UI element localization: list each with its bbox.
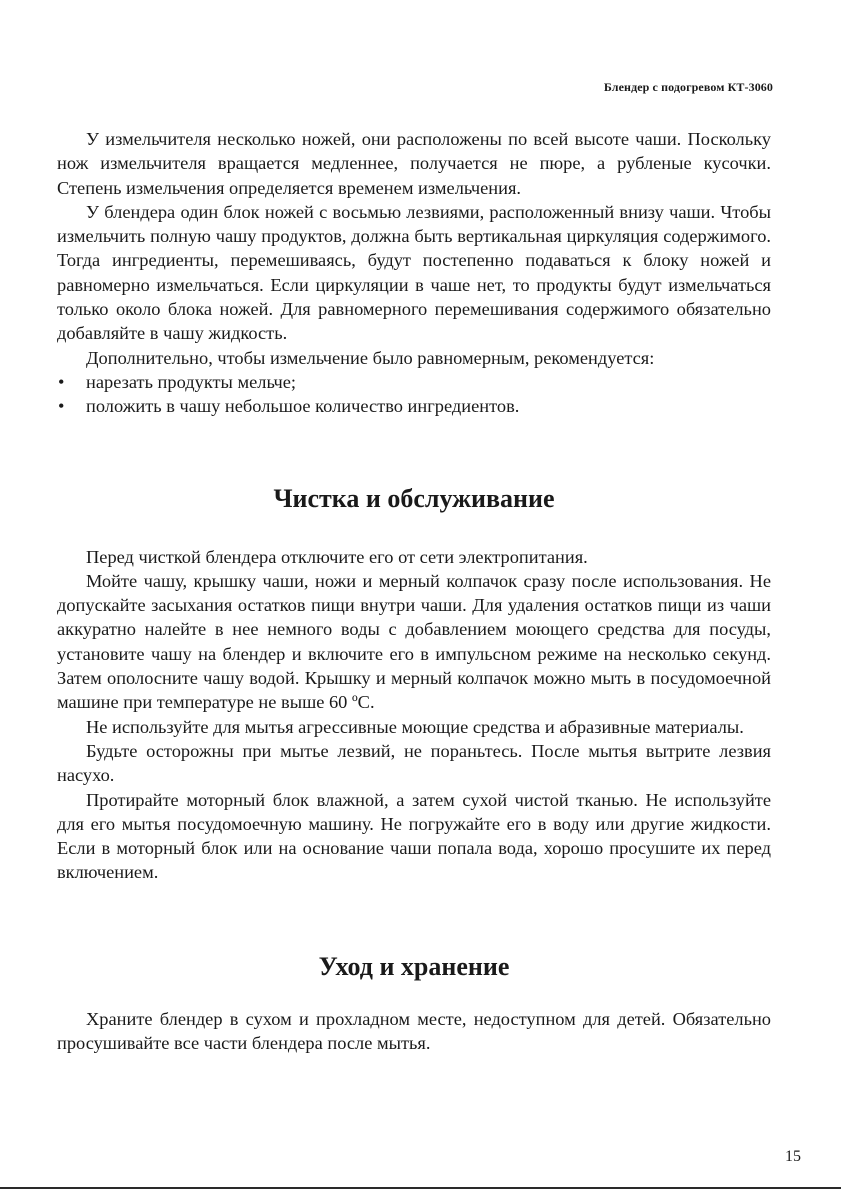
section-heading: Уход и хранение	[318, 951, 510, 981]
paragraph: Дополнительно, чтобы измельчение было равномерным, рекомендуется:	[86, 347, 655, 368]
paragraph: Будьте осторожны при мытье лезвий, не пораньтесь. После мытья вытрите лезвия насухо.	[57, 740, 771, 786]
page-number: 15	[785, 1148, 801, 1165]
recommendation-list	[57, 370, 771, 419]
section-heading: Чистка и обслуживание	[273, 483, 555, 513]
paragraph: Не используйте для мытья агрессивные моющие средства и абразивные материалы.	[86, 716, 744, 737]
list-item: • положить в чашу небольшое количество ингредиентов.	[57, 394, 771, 418]
intro-section	[57, 127, 771, 419]
running-header: Блендер с подогревом КТ-3060	[603, 80, 773, 94]
page-content	[57, 127, 771, 1055]
paragraph: Мойте чашу, крышку чаши, ножи и мерный колпачок сразу после использования. Не допускайте засыхания остатков пищи внутри чаши. Для удаления остатков пищи из чаши аккуратно налейте в нее немного воды с добавлением моющего средства для посуды, установите чашу на блендер и включите его в импульсном режиме на несколько секунд. Затем ополосните чашу водой. Крышку и мерный колпачок можно мыть в посудомоечной машине при температуре не выше 60 ºС.	[57, 570, 771, 713]
cleaning-section	[57, 483, 771, 885]
paragraph: Храните блендер в сухом и прохладном месте, недоступном для детей. Обязательно просушивайте все части блендера после мытья.	[57, 1008, 771, 1054]
paragraph: Перед чисткой блендера отключите его от сети электропитания.	[86, 546, 588, 567]
storage-section	[57, 951, 771, 1056]
bottom-divider	[0, 1187, 841, 1189]
paragraph: У измельчителя несколько ножей, они расположены по всей высоте чаши. Поскольку нож измельчителя вращается медленнее, получается не пюре, а рубленые кусочки. Степень измельчения определяется временем измельчения.	[57, 129, 771, 198]
list-item: • нарезать продукты мельче;	[57, 370, 771, 394]
paragraph: У блендера один блок ножей с восьмью лезвиями, расположенный внизу чаши. Чтобы измельчить полную чашу продуктов, должна быть вертикальная циркуляция содержимого. Тогда ингредиенты, перемешиваясь, будут постепенно подаваться к блоку ножей и равномерно измельчаться. Если циркуляции в чаше нет, то продукты будут измельчаться только около блока ножей. Для равномерного перемешивания содержимого обязательно добавляйте в чашу жидкость.	[57, 201, 771, 344]
paragraph: Протирайте моторный блок влажной, а затем сухой чистой тканью. Не используйте для его мытья посудомоечную машину. Не погружайте его в воду или другие жидкости. Если в моторный блок или на основание чаши попала вода, хорошо просушите их перед включением.	[57, 789, 771, 883]
